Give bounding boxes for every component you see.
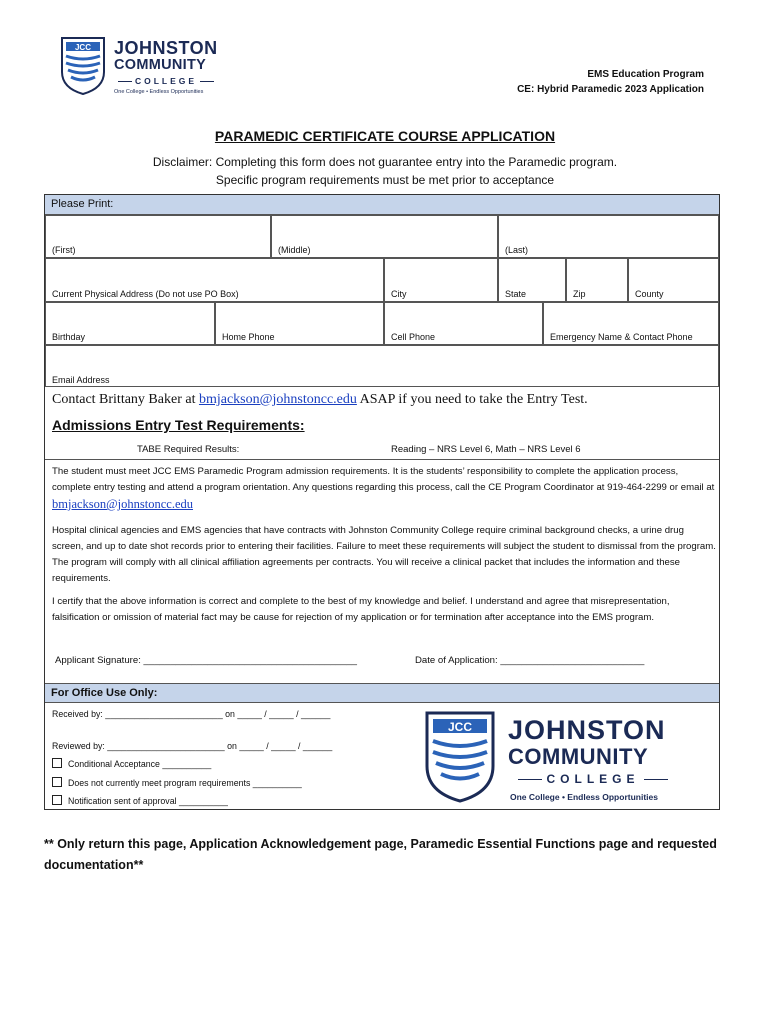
emergency-label: Emergency Name & Contact Phone [550,332,693,342]
jcc-shield-logo-icon [424,710,496,804]
disclaimer-line-2: Specific program requirements must be met prior to acceptance [215,173,555,187]
logo-line-1: JOHNSTON [114,38,218,58]
application-date-line[interactable]: Date of Application: ___________________________ [415,655,645,666]
birthday-label: Birthday [52,332,86,342]
city-label: City [391,289,407,299]
page-title: PARAMEDIC CERTIFICATE COURSE APPLICATION [214,128,556,144]
home-phone-label: Home Phone [222,332,275,342]
conditional-acceptance-label: Conditional Acceptance __________ [68,759,212,769]
application-name: CE: Hybrid Paramedic 2023 Application [517,84,704,95]
conditional-acceptance-option[interactable] [52,758,211,769]
first-label: (First) [52,245,76,255]
logo-large-line-1: JOHNSTON [508,715,666,745]
college-logo-large [424,710,704,810]
logo-tagline: One College • Endless Opportunities [114,89,204,95]
logo-large-line-3: COLLEGE [508,772,678,786]
received-by-line: Received by: ________________________ on _____ / _____ / ______ [52,709,331,719]
logo-line-2: COMMUNITY [114,57,207,73]
reviewed-by-line: Reviewed by: ________________________ on _____ / _____ / ______ [52,741,333,751]
svg-text:JCC: JCC [447,720,473,734]
address-label: Current Physical Address (Do not use PO Box) [52,289,239,299]
svg-text:JCC: JCC [74,43,92,52]
last-name-field[interactable] [498,215,719,258]
disclaimer [0,153,770,189]
logo-large-line-2: COMMUNITY [508,744,649,769]
college-logo [60,36,230,100]
office-use-title: For Office Use Only: [51,687,158,699]
not-meet-requirements-option[interactable] [52,777,302,788]
admissions-title: Admissions Entry Test Requirements: [52,417,305,433]
email-label: Email Address [52,375,110,385]
logo-line-3: COLLEGE [114,76,218,86]
please-print-label: Please Print: [51,198,114,210]
paragraph-requirements-text: The student must meet JCC EMS Paramedic Program admission requirements. It is the students’ responsibility to complete the application process, complete entry testing and attend a program orientation. Any questions regarding this process, call the CE Program Coordinator at 919-464-2299 or email at [52,466,715,493]
contact-prefix: Contact Brittany Baker at [52,392,199,407]
paragraph-clinical: Hospital clinical agencies and EMS agencies that have contracts with Johnston Community College require criminal background checks, a urine drug screen, and up to date shot records prior to entering their facilities. Failure to meet these requirements will subject the student to dismissal from the program. The program will comply with all clinical affiliation agreements per contracts. You will receive a clinical packet that includes the information and these requirements. [52,525,716,584]
not-meet-requirements-label: Does not currently meet program requirements __________ [68,778,302,788]
contact-suffix: ASAP if you need to take the Entry Test. [356,392,588,407]
disclaimer-line-1: Disclaimer: Completing this form does not guarantee entry into the Paramedic program. [152,155,618,169]
middle-label: (Middle) [278,245,311,255]
email-field[interactable] [45,345,719,387]
paragraph-certify: I certify that the above information is correct and complete to the best of my knowledge and belief. I understand and agree that misrepresentation, falsification or omission of material fact may be cause for rejection of my application or for termination after acceptance into the EMS program. [52,596,670,623]
return-instructions: ** Only return this page, Application Acknowledgement page, Paramedic Essential Functions page and requested documentation** [44,837,717,872]
zip-label: Zip [573,289,586,299]
cell-phone-label: Cell Phone [391,332,436,342]
tabe-label: TABE Required Results: [137,444,240,455]
please-print-bar [45,195,719,215]
paragraph-requirements [52,464,716,514]
notification-sent-label: Notification sent of approval __________ [68,796,228,806]
applicant-signature-line[interactable]: Applicant Signature: ________________________________________ [55,655,357,666]
header-program-info [517,67,704,97]
last-label: (Last) [505,245,529,255]
tabe-value: Reading – NRS Level 6, Math – NRS Level 6 [391,444,581,455]
notification-sent-option[interactable] [52,795,228,806]
jcc-shield-logo-icon [60,36,106,96]
state-label: State [505,289,527,299]
office-use-bar [45,683,719,703]
section-divider [45,459,719,460]
checkbox-icon[interactable] [52,758,62,768]
county-label: County [635,289,664,299]
program-name: EMS Education Program [587,69,704,80]
first-name-field[interactable] [45,215,271,258]
logo-large-tagline: One College • Endless Opportunities [510,792,658,802]
contact-email-link[interactable]: bmjackson@johnstoncc.edu [198,392,357,407]
contact-line [52,392,588,408]
checkbox-icon[interactable] [52,777,62,787]
checkbox-icon[interactable] [52,795,62,805]
coordinator-email-link[interactable]: bmjackson@johnstoncc.edu [52,497,193,511]
